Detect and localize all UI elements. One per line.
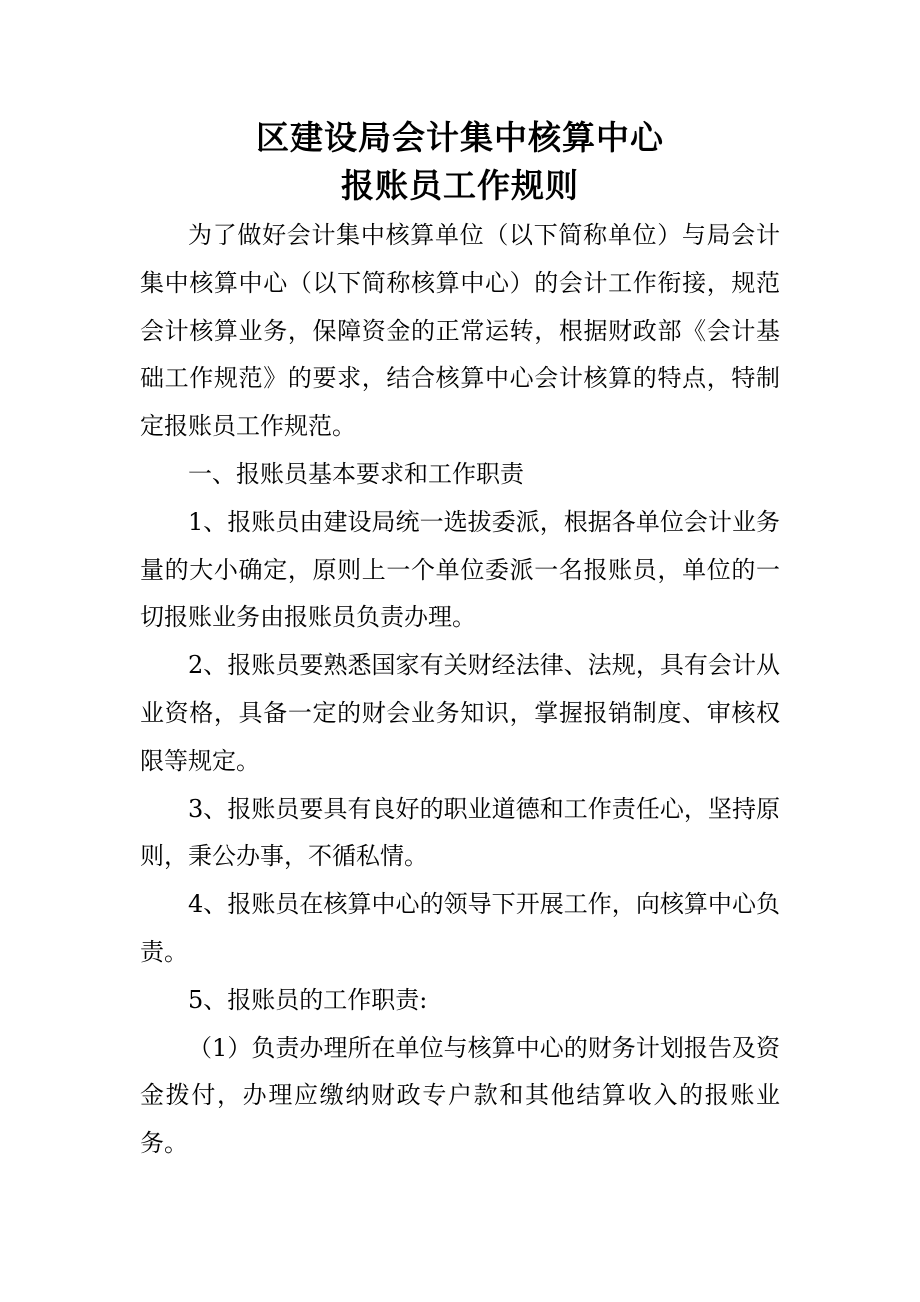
paragraph-item-5: 5、报账员的工作职责: bbox=[188, 985, 428, 1014]
document-title-line2: 报账员工作规则 bbox=[341, 166, 579, 205]
paragraph-item-2: 2、报账员要熟悉国家有关财经法律、法规，具有会计从业资格，具备一定的财会业务知识，掌握报销制度、审核权限等规定。 bbox=[140, 651, 780, 775]
section-heading-1: 一、报账员基本要求和工作职责 bbox=[188, 459, 524, 488]
document-title-line1: 区建设局会计集中核算中心 bbox=[256, 118, 664, 157]
paragraph-item-5-1: （1）负责办理所在单位与核算中心的财务计划报告及资金拨付，办理应缴纳财政专户款和其他结算收入的报账业务。 bbox=[140, 1033, 780, 1158]
paragraph-item-3: 3、报账员要具有良好的职业道德和工作责任心，坚持原则，秉公办事，不循私情。 bbox=[140, 794, 780, 871]
paragraph-item-1: 1、报账员由建设局统一选拔委派，根据各单位会计业务量的大小确定，原则上一个单位委派一名报账员，单位的一切报账业务由报账员负责办理。 bbox=[140, 507, 780, 632]
document-body bbox=[140, 212, 780, 1168]
paragraph-item-4: 4、报账员在核算中心的领导下开展工作，向核算中心负责。 bbox=[140, 890, 780, 966]
paragraph-intro: 为了做好会计集中核算单位（以下简称单位）与局会计集中核算中心（以下简称核算中心）的会计工作衔接，规范会计核算业务，保障资金的正常运转，根据财政部《会计基础工作规范》的要求，结合核算中心会计核算的特点，特制定报账员工作规范。 bbox=[140, 221, 780, 441]
